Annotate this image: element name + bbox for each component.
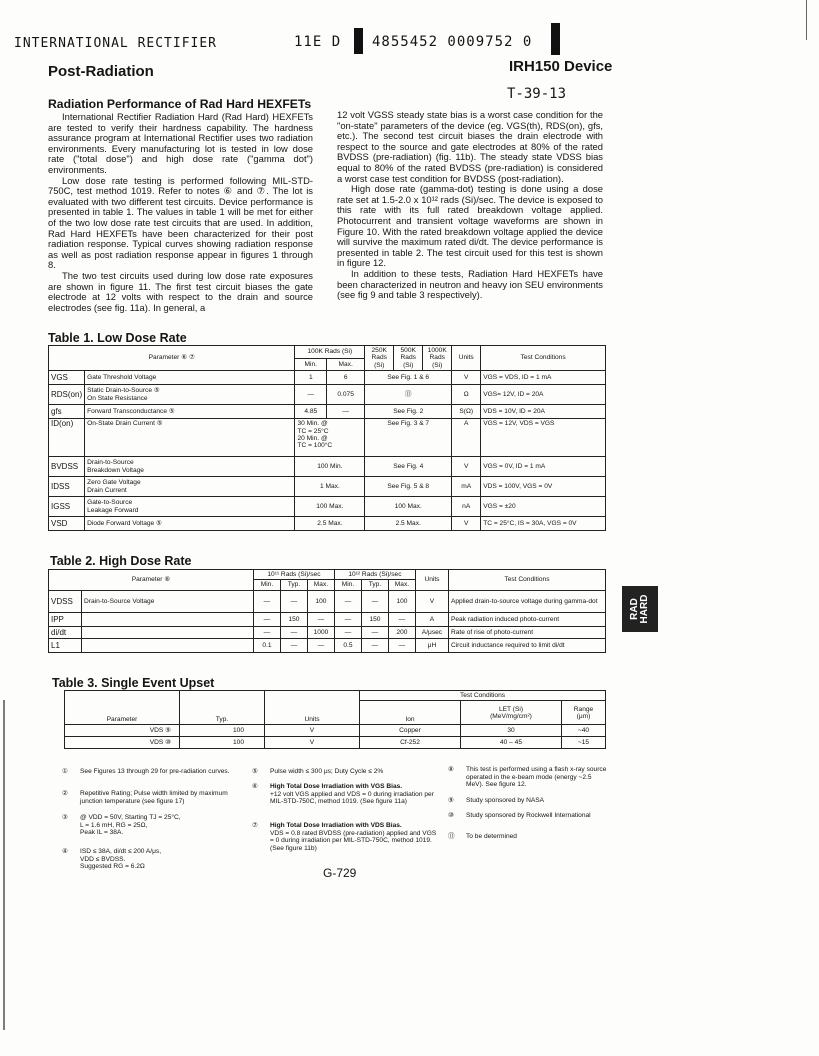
t3-typ: 100 bbox=[180, 725, 265, 737]
table3-title: Table 3. Single Event Upset bbox=[52, 676, 215, 690]
table-row bbox=[49, 405, 606, 419]
table-row bbox=[49, 612, 606, 626]
intro-column-left bbox=[48, 112, 313, 313]
t1-max: — bbox=[327, 405, 365, 419]
t1-mid: 100 Max. bbox=[365, 497, 452, 517]
note-text bbox=[270, 783, 438, 806]
header-bar-2 bbox=[551, 23, 560, 55]
t1-h-1000k: 1000K Rads (Si) bbox=[423, 346, 452, 371]
note-mark: ⑥ bbox=[252, 783, 258, 790]
right-title: IRH150 Device bbox=[509, 58, 613, 75]
note-text bbox=[80, 848, 240, 871]
t2-desc bbox=[82, 626, 254, 638]
t2-v: — bbox=[388, 638, 415, 652]
t2-v: — bbox=[334, 612, 361, 626]
table-high-dose-rate bbox=[48, 569, 606, 653]
t3-h-units: Units bbox=[265, 691, 360, 725]
t1-h-250k: 250K Rads (Si) bbox=[365, 346, 394, 371]
t2-v: — bbox=[361, 638, 388, 652]
t3-ion: Copper bbox=[360, 725, 461, 737]
scan-edge-mark-top bbox=[806, 0, 807, 40]
t1-units: mA bbox=[452, 477, 481, 497]
note-text: Pulse width ≤ 300 μs; Duty Cycle ≤ 2% bbox=[270, 768, 384, 775]
t3-let: 40 – 45 bbox=[461, 737, 562, 749]
side-tab-label: RAD HARD bbox=[629, 594, 650, 624]
table2-title: Table 2. High Dose Rate bbox=[50, 554, 192, 568]
t1-desc-l1: Static Drain-to-Source ⑤ bbox=[87, 387, 160, 395]
note-text: Repetitive Rating; Pulse width limited by maximum junction temperature (see figure 17) bbox=[80, 790, 228, 805]
t3-h-typ: Typ. bbox=[180, 691, 265, 725]
t3-h-let-l2: (MeV/mg/cm²) bbox=[490, 712, 532, 720]
note-text: This test is performed using a flash x-ray source operated in the e-beam mode (energy ~2.5 MeV). See figure 12. bbox=[466, 766, 607, 789]
t2-v: — bbox=[334, 626, 361, 638]
t1-mid: 2.5 Max. bbox=[365, 517, 452, 531]
table-row bbox=[49, 419, 606, 457]
t1-idon-l4: TC = 100°C bbox=[297, 442, 333, 450]
t3-h-ion: Ion bbox=[360, 701, 461, 725]
note-3-line-1: @ VDD = 50V, Starting TJ = 25°C, bbox=[80, 814, 181, 821]
note-mark: ⑨ bbox=[448, 797, 454, 804]
t3-h-tc: Test Conditions bbox=[360, 691, 606, 701]
note-mark: ① bbox=[62, 768, 68, 775]
t1-idss-span: 1 Max. bbox=[295, 477, 365, 497]
note-mark: ⑦ bbox=[252, 822, 258, 829]
t1-cond: TC = 25°C, IS = 30A, VGS = 0V bbox=[481, 517, 606, 531]
note-mark: ⑤ bbox=[252, 768, 258, 775]
table-single-event-upset bbox=[64, 690, 606, 749]
t2-v: — bbox=[361, 590, 388, 612]
t1-units: V bbox=[452, 371, 481, 385]
t1-max: 6 bbox=[327, 371, 365, 385]
note-text: Study sponsored by NASA bbox=[466, 797, 545, 804]
t2-cond: Rate of rise of photo-current bbox=[448, 626, 605, 638]
t3-units: V bbox=[265, 725, 360, 737]
t3-units: V bbox=[265, 737, 360, 749]
t1-desc: Forward Transconductance ⑤ bbox=[85, 405, 295, 419]
doc-ref: T-39-13 bbox=[507, 86, 567, 102]
t2-desc: Drain-to-Source Voltage bbox=[82, 590, 254, 612]
table-row bbox=[49, 477, 606, 497]
t2-h-typ: Typ. bbox=[361, 580, 388, 590]
t1-desc bbox=[85, 385, 295, 405]
note-7-body: VDS = 0.8 rated BVDSS (pre-radiation) applied and VGS = 0 during irradiation per MIL-STD-750C, method 1019. (See figure 11b) bbox=[270, 829, 437, 852]
t2-v: 150 bbox=[280, 612, 307, 626]
t2-sym: di/dt bbox=[49, 626, 82, 638]
intro-paragraph-4: 12 volt VGSS steady state bias is a worst case condition for the "on-state" parameters of the device (eg. VGS(th), RDS(on), gfs, etc.). The second test circuit biases the drain electrode with respect to the source and gate electrodes at 80% of the rated BVDSS (pre-radiation) (fig. 11b). The steady state VDSS bias equal to 80% of the rated BVDSS (pre-radiation) is considered a worst case test condition for BVDSS (post-radiation). bbox=[337, 109, 603, 184]
t1-h-param: Parameter ⑥ ⑦ bbox=[49, 346, 295, 371]
t1-units: S(Ω) bbox=[452, 405, 481, 419]
table-row bbox=[65, 737, 606, 749]
t1-cond: VDS = 10V, ID = 20A bbox=[481, 405, 606, 419]
t3-sym: VDS ⑩ bbox=[65, 737, 180, 749]
t1-units: V bbox=[452, 457, 481, 477]
t1-desc bbox=[85, 497, 295, 517]
t2-h-g1: 10¹¹ Rads (Si)/sec bbox=[253, 570, 334, 580]
intro-paragraph-3: The two test circuits used during low dose rate exposures are shown in figure 11. The first test circuit biases the gate electrode at 12 volts with respect to the drain and source electrodes (see fig. 11a). In general, a bbox=[48, 269, 313, 313]
t2-sym: VDSS bbox=[49, 590, 82, 612]
t2-v: — bbox=[388, 612, 415, 626]
t1-mid: See Fig. 5 & 8 bbox=[365, 477, 452, 497]
note-4-line-1: ISD ≤ 38A, di/dt ≤ 200 A/μs, bbox=[80, 848, 162, 855]
t1-min: 4.85 bbox=[295, 405, 327, 419]
t1-desc-l2: On State Resistance bbox=[87, 394, 148, 402]
t3-h-range bbox=[562, 701, 606, 725]
page-number: G-729 bbox=[323, 866, 357, 880]
t2-v: 0.5 bbox=[334, 638, 361, 652]
t1-sym: VSD bbox=[49, 517, 85, 531]
t2-sym: IPP bbox=[49, 612, 82, 626]
t3-h-param: Parameter bbox=[65, 691, 180, 725]
t1-sym: ID(on) bbox=[49, 419, 85, 457]
note-mark: ⑧ bbox=[448, 766, 454, 773]
note-text: See Figures 13 through 29 for pre-radiation curves. bbox=[80, 768, 230, 775]
t1-units: nA bbox=[452, 497, 481, 517]
t1-min: 1 bbox=[295, 371, 327, 385]
t1-h-100k: 100K Rads (Si) bbox=[295, 346, 365, 359]
note-mark: ③ bbox=[62, 814, 68, 821]
note-mark: ⑩ bbox=[448, 812, 454, 819]
t3-ion: Cf-252 bbox=[360, 737, 461, 749]
t1-sym: VGS bbox=[49, 371, 85, 385]
t1-mid: See Fig. 3 & 7 bbox=[365, 419, 452, 457]
t2-units: V bbox=[415, 590, 448, 612]
table-row bbox=[49, 385, 606, 405]
note-4-line-3: Suggested RG = 6.2Ω bbox=[80, 863, 145, 871]
t2-cond: Applied drain-to-source voltage during gamma-dot bbox=[448, 590, 605, 612]
t2-v: 100 bbox=[307, 590, 334, 612]
note-7-heading: High Total Dose Irradiation with VDS Bias. bbox=[270, 822, 402, 829]
t1-igss-span: 100 Max. bbox=[295, 497, 365, 517]
intro-paragraph-6: In addition to these tests, Radiation Hard HEXFETs have been characterized in neutron and heavy ion SEU environments (see fig 9 and table 3 respectively). bbox=[337, 267, 603, 301]
table-row bbox=[49, 457, 606, 477]
t2-v: — bbox=[253, 590, 280, 612]
note-6-heading: High Total Dose Irradiation with VGS Bias. bbox=[270, 783, 403, 790]
t1-cond: VGS = 0V, ID = 1 mA bbox=[481, 457, 606, 477]
t1-min: — bbox=[295, 385, 327, 405]
t1-idon-l3: 20 Min. @ bbox=[297, 435, 328, 443]
note-4-line-2: VDD ≤ BVDSS. bbox=[80, 855, 126, 863]
t2-h-cond: Test Conditions bbox=[448, 570, 605, 591]
note-6-body: +12 volt VGS applied and VDS = 0 during irradiation per MIL-STD-750C, method 1019. (See figure 11a) bbox=[270, 790, 434, 806]
left-title: Post-Radiation bbox=[48, 63, 154, 80]
t3-sym: VDS ⑨ bbox=[65, 725, 180, 737]
t1-desc-l1: Zero Gate Voltage bbox=[87, 479, 141, 487]
t2-units: A bbox=[415, 612, 448, 626]
t2-h-max: Max. bbox=[388, 580, 415, 590]
t2-v: — bbox=[253, 626, 280, 638]
t2-sym: L1 bbox=[49, 638, 82, 652]
t1-mid: See Fig. 2 bbox=[365, 405, 452, 419]
t2-v: — bbox=[307, 638, 334, 652]
t2-v: — bbox=[280, 590, 307, 612]
note-3-line-2: L = 1.6 mH, RG = 25Ω, bbox=[80, 821, 148, 829]
t1-sym: RDS(on) bbox=[49, 385, 85, 405]
t1-vsd-span: 2.5 Max. bbox=[295, 517, 365, 531]
t1-desc: Diode Forward Voltage ⑤ bbox=[85, 517, 295, 531]
t1-desc: On-State Drain Current ⑤ bbox=[85, 419, 295, 457]
t1-cond: VGS = VDS, ID = 1 mA bbox=[481, 371, 606, 385]
t2-v: 0.1 bbox=[253, 638, 280, 652]
table-row bbox=[49, 371, 606, 385]
t1-mid: ⑪ bbox=[365, 385, 452, 405]
note-mark: ② bbox=[62, 790, 68, 797]
t2-cond: Peak radiation induced photo-current bbox=[448, 612, 605, 626]
t3-h-let-l1: LET (Si) bbox=[498, 705, 524, 713]
table-row bbox=[49, 626, 606, 638]
t2-cond: Circuit inductance required to limit di/dt bbox=[448, 638, 605, 652]
table-low-dose-rate bbox=[48, 345, 606, 531]
t1-idon-l1: 30 Min. @ bbox=[297, 420, 328, 428]
scan-edge-mark bbox=[3, 700, 5, 1030]
t1-units: Ω bbox=[452, 385, 481, 405]
t2-v: — bbox=[280, 638, 307, 652]
t1-sym: IGSS bbox=[49, 497, 85, 517]
t1-cond: VGS = ±20 bbox=[481, 497, 606, 517]
t3-let: 30 bbox=[461, 725, 562, 737]
table1-title: Table 1. Low Dose Rate bbox=[48, 331, 187, 345]
t1-sym: IDSS bbox=[49, 477, 85, 497]
intro-paragraph-2: Low dose rate testing is performed following MIL-STD-750C, test method 1019. Refer to notes ⑥ and ⑦. The lot is evaluated with two different test circuits. Device performance is presented in table 1. The values in table 1 will be met for either of the two low dose rate test circuits that are used. In addition, Rad Hard HEXFETs have been characterized for their post radiation response. Typical curves showing radiation response as well as post radiation response appear in figures 1 through 8. bbox=[48, 174, 313, 271]
intro-paragraph-1: International Rectifier Radiation Hard (Rad Hard) HEXFETs are tested to verify their hardness capability. The hardness assurance program at International Rectifier uses two radiation environments. Every manufacturing lot is tested in low dose rate ("total dose") and high dose rate ("gamma dot") environments. bbox=[48, 111, 313, 175]
t1-h-cond: Test Conditions bbox=[481, 346, 606, 371]
t2-desc bbox=[82, 612, 254, 626]
t1-desc bbox=[85, 457, 295, 477]
t3-h-range-l1: Range bbox=[573, 705, 594, 713]
t2-h-max: Max. bbox=[307, 580, 334, 590]
note-mark: ④ bbox=[62, 848, 68, 855]
side-tab-rad-hard bbox=[622, 586, 658, 632]
intro-column-right bbox=[337, 110, 603, 301]
t3-h-range-l2: (μm) bbox=[576, 712, 591, 720]
note-text bbox=[270, 822, 438, 852]
t3-h-let bbox=[461, 701, 562, 725]
t1-idon-values bbox=[295, 419, 365, 457]
t1-bv-span: 100 Min. bbox=[295, 457, 365, 477]
t3-range: ~15 bbox=[562, 737, 606, 749]
t2-h-min: Min. bbox=[334, 580, 361, 590]
t1-mid: See Fig. 4 bbox=[365, 457, 452, 477]
t2-h-param: Parameter ⑧ bbox=[49, 570, 254, 591]
t2-desc bbox=[82, 638, 254, 652]
header-code-2: 4855452 0009752 0 bbox=[372, 34, 533, 50]
table-row bbox=[49, 590, 606, 612]
t1-desc bbox=[85, 477, 295, 497]
section-heading: Radiation Performance of Rad Hard HEXFETs bbox=[48, 97, 312, 111]
t2-h-min: Min. bbox=[253, 580, 280, 590]
t2-v: — bbox=[280, 626, 307, 638]
t2-units: μH bbox=[415, 638, 448, 652]
note-mark: ⑪ bbox=[448, 833, 455, 840]
t3-range: ~40 bbox=[562, 725, 606, 737]
t1-desc-l1: Drain-to-Source bbox=[87, 459, 134, 467]
t1-h-min: Min. bbox=[295, 358, 327, 371]
t2-v: 1000 bbox=[307, 626, 334, 638]
note-text bbox=[80, 814, 240, 837]
note-text: Study sponsored by Rockwell International bbox=[466, 812, 591, 819]
t1-cond: VGS= 12V, ID = 20A bbox=[481, 385, 606, 405]
t1-cond: VGS = 12V, VDS = VGS bbox=[481, 419, 606, 457]
t2-v: — bbox=[307, 612, 334, 626]
t2-h-typ: Typ. bbox=[280, 580, 307, 590]
t2-v: 200 bbox=[388, 626, 415, 638]
t2-v: 150 bbox=[361, 612, 388, 626]
header-code-1: 11E D bbox=[294, 34, 342, 50]
t1-desc-l2: Breakdown Voltage bbox=[87, 466, 144, 474]
t1-h-500k: 500K Rads (Si) bbox=[394, 346, 423, 371]
t1-h-units: Units bbox=[452, 346, 481, 371]
t2-v: — bbox=[334, 590, 361, 612]
t2-v: — bbox=[361, 626, 388, 638]
t1-units: V bbox=[452, 517, 481, 531]
intro-paragraph-5: High dose rate (gamma-dot) testing is done using a dose rate set at 1.5-2.0 x 10¹² rads (Si)/sec. The device is exposed to this rate with its full rated breakdown voltage applied. Photocurrent and transient voltage waveforms are shown in Figure 10. With the rated breakdown voltage applied the device will survive the maximum rated di/dt. The device performance is presented in table 2. The test circuit used for this test is shown in figure 12. bbox=[337, 183, 603, 269]
note-3-line-3: Peak IL = 38A. bbox=[80, 829, 124, 837]
company-name: INTERNATIONAL RECTIFIER bbox=[14, 36, 218, 51]
t2-units: A/μsec bbox=[415, 626, 448, 638]
t1-max: 0.075 bbox=[327, 385, 365, 405]
t1-mid: See Fig. 1 & 6 bbox=[365, 371, 452, 385]
t2-v: 100 bbox=[388, 590, 415, 612]
header-bar-1 bbox=[354, 28, 363, 54]
t1-desc: Gate Threshold Voltage bbox=[85, 371, 295, 385]
t1-h-max: Max. bbox=[327, 358, 365, 371]
t2-h-units: Units bbox=[415, 570, 448, 591]
t1-sym: gfs bbox=[49, 405, 85, 419]
t1-desc-l1: Gate-to-Source bbox=[87, 499, 133, 507]
note-text: To be determined bbox=[466, 833, 517, 840]
t2-h-g2: 10¹² Rads (Si)/sec bbox=[334, 570, 415, 580]
t3-typ: 100 bbox=[180, 737, 265, 749]
t2-v: — bbox=[253, 612, 280, 626]
t1-desc-l2: Leakage Forward bbox=[87, 506, 139, 514]
t1-idon-l2: TC = 25°C bbox=[297, 427, 329, 435]
t1-units: A bbox=[452, 419, 481, 457]
table-row bbox=[65, 725, 606, 737]
t1-sym: BVDSS bbox=[49, 457, 85, 477]
table-row bbox=[49, 517, 606, 531]
t1-cond: VDS = 100V, VGS = 0V bbox=[481, 477, 606, 497]
table-row bbox=[49, 497, 606, 517]
t1-desc-l2: Drain Current bbox=[87, 486, 127, 494]
table-row bbox=[49, 638, 606, 652]
